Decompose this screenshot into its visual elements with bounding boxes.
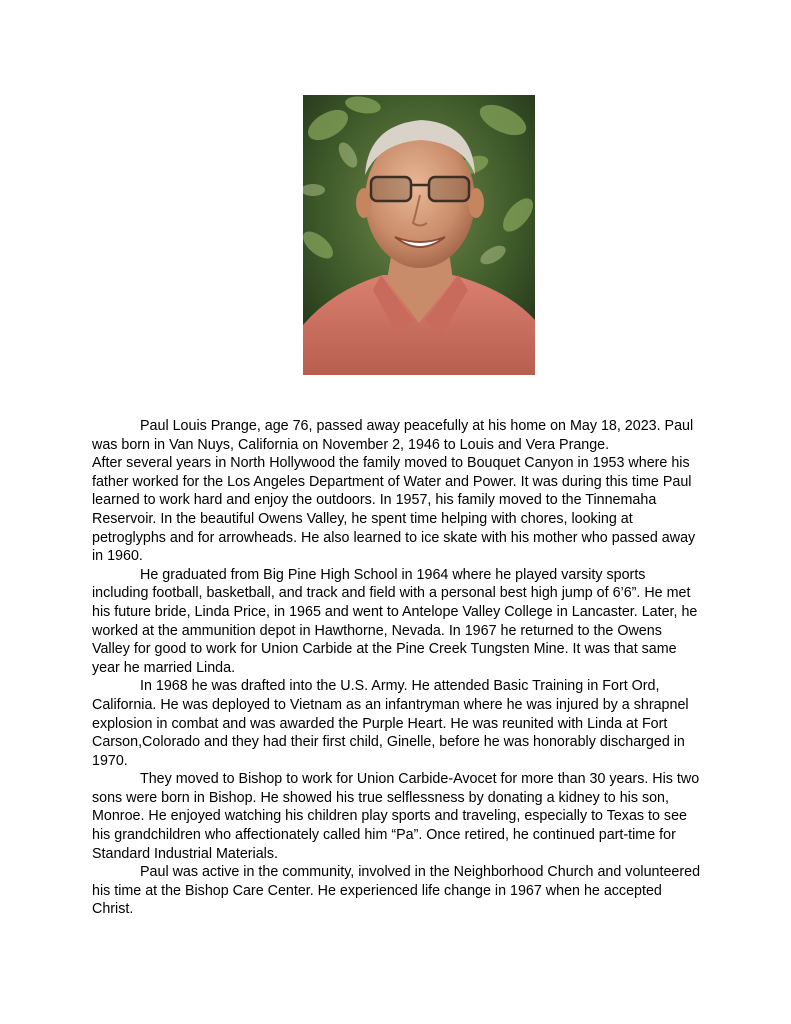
obituary-line: learned to work hard and enjoy the outdoors. In 1957, his family moved to the Tinnemaha (92, 492, 657, 509)
obituary-line: petroglyphs and for arrowheads. He also learned to ice skate with his mother who passed away (92, 529, 696, 546)
obituary-line: year he married Linda. (92, 659, 236, 676)
portrait-photo (303, 95, 535, 375)
obituary-line: his grandchildren who affectionately called him “Pa”. Once retired, he continued part-time for (92, 827, 676, 844)
obituary-line: Standard Industrial Materials. (92, 845, 278, 862)
obituary-line: his time at the Bishop Care Center. He experienced life change in 1967 when he accepted (92, 882, 662, 899)
obituary-line: sons were born in Bishop. He showed his true selflessness by donating a kidney to his son, (92, 789, 669, 806)
obituary-line: father worked for the Los Angeles Department of Water and Power. It was during this time Paul (92, 473, 692, 490)
obituary-line: his future bride, Linda Price, in 1965 and went to Antelope Valley College in Lancaster. Later, he (92, 603, 698, 620)
obituary-line: explosion in combat and was awarded the Purple Heart. He was reunited with Linda at Fort (92, 715, 668, 732)
obituary-line: Reservoir. In the beautiful Owens Valley, he spent time helping with chores, looking at (92, 510, 633, 527)
portrait-illustration (303, 95, 535, 375)
obituary-line: including football, basketball, and track and field with a personal best high jump of 6’6”. He met (92, 585, 691, 602)
obituary-line: in 1960. (92, 548, 143, 565)
obituary-line: Paul Louis Prange, age 76, passed away peacefully at his home on May 18, 2023. Paul (140, 418, 694, 434)
obituary-line: In 1968 he was drafted into the U.S. Army. He attended Basic Training in Fort Ord, (140, 678, 660, 695)
obituary-line: He graduated from Big Pine High School in 1964 where he played varsity sports (140, 566, 646, 583)
obituary-line: Christ. (92, 901, 134, 918)
obituary-text (92, 417, 704, 919)
obituary-line: worked at the ammunition depot in Hawthorne, Nevada. In 1967 he returned to the Owens (92, 622, 662, 639)
obituary-line: Monroe. He enjoyed watching his children play sports and traveling, especially to Texas to see (92, 808, 687, 825)
obituary-line: 1970. (92, 752, 128, 769)
obituary-line: California. He was deployed to Vietnam as an infantryman where he was injured by a shrapnel (92, 696, 689, 713)
obituary-line: After several years in North Hollywood the family moved to Bouquet Canyon in 1953 where his (92, 455, 690, 472)
obituary-line: Valley for good to work for Union Carbide at the Pine Creek Tungsten Mine. It was that same (92, 641, 677, 658)
obituary-line: Carson,Colorado and they had their first child, Ginelle, before he was honorably discharged in (92, 734, 685, 751)
obituary-line: They moved to Bishop to work for Union Carbide-Avocet for more than 30 years. His two (140, 771, 700, 788)
obituary-line: Paul was active in the community, involved in the Neighborhood Church and volunteered (140, 864, 701, 881)
obituary-line: was born in Van Nuys, California on November 2, 1946 to Louis and Vera Prange. (92, 436, 610, 453)
